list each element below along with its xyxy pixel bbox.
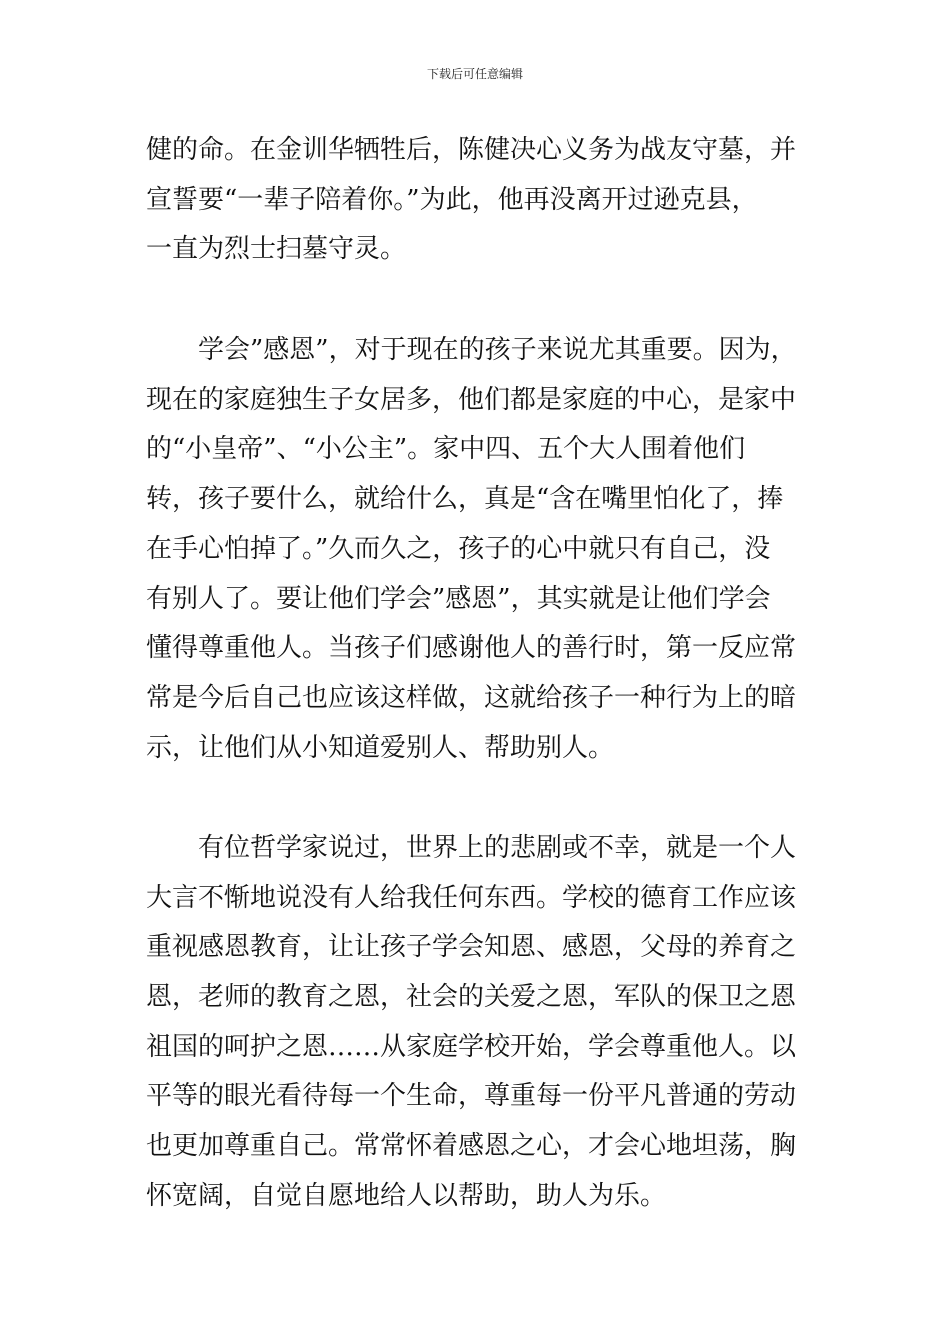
paragraph-2-line-2: 现在的家庭独生子女居多，他们都是家庭的中心，是家中 xyxy=(146,385,797,415)
paragraph-3-line-8: 怀宽阔，自觉自愿地给人以帮助，助人为乐。 xyxy=(146,1181,667,1211)
paragraph-3-line-7: 也更加尊重自己。常常怀着感恩之心，才会心地坦荡，胸 xyxy=(146,1131,797,1161)
paragraph-2-line-6: 有别人了。要让他们学会”感恩”，其实就是让他们学会 xyxy=(146,584,771,614)
paragraph-1-line-2: 宣誓要“一辈子陪着你。”为此，他再没离开过逊克县， xyxy=(146,185,758,215)
paragraph-3-line-3: 重视感恩教育，让让孩子学会知恩、感恩，父母的养育之 xyxy=(146,932,797,962)
paragraph-1-line-3: 一直为烈士扫墓守灵。 xyxy=(146,234,407,264)
paragraph-2-line-5: 在手心怕掉了。”久而久之，孩子的心中就只有自己，没 xyxy=(146,534,771,564)
paragraph-2-line-3: 的“小皇帝”、“小公主”。家中四、五个大人围着他们 xyxy=(146,434,746,464)
paragraph-3-line-2: 大言不惭地说没有人给我任何东西。学校的德育工作应该 xyxy=(146,883,797,913)
paragraph-3-line-4: 恩，老师的教育之恩，社会的关爱之恩，军队的保卫之恩 xyxy=(146,982,797,1012)
paragraph-2-line-8: 常是今后自己也应该这样做，这就给孩子一种行为上的暗 xyxy=(146,683,797,713)
paragraph-3-line-5: 祖国的呵护之恩……从家庭学校开始，学会尊重他人。以 xyxy=(146,1032,797,1062)
paragraph-2-line-7: 懂得尊重他人。当孩子们感谢他人的善行时，第一反应常 xyxy=(146,633,797,663)
paragraph-2-line-4: 转，孩子要什么，就给什么，真是“含在嘴里怕化了，捧 xyxy=(146,484,784,514)
paragraph-3-line-1: 有位哲学家说过，世界上的悲剧或不幸，就是一个人 xyxy=(198,833,797,863)
paragraph-3-line-6: 平等的眼光看待每一个生命，尊重每一份平凡普通的劳动 xyxy=(146,1081,797,1111)
paragraph-2-line-1: 学会”感恩”，对于现在的孩子来说尤其重要。因为， xyxy=(198,335,797,365)
paragraph-1-line-1: 健的命。在金训华牺牲后，陈健决心义务为战友守墓，并 xyxy=(146,135,797,165)
page-header: 下载后可任意编辑 xyxy=(426,67,523,81)
paragraph-2-line-9: 示，让他们从小知道爱别人、帮助别人。 xyxy=(146,733,615,763)
